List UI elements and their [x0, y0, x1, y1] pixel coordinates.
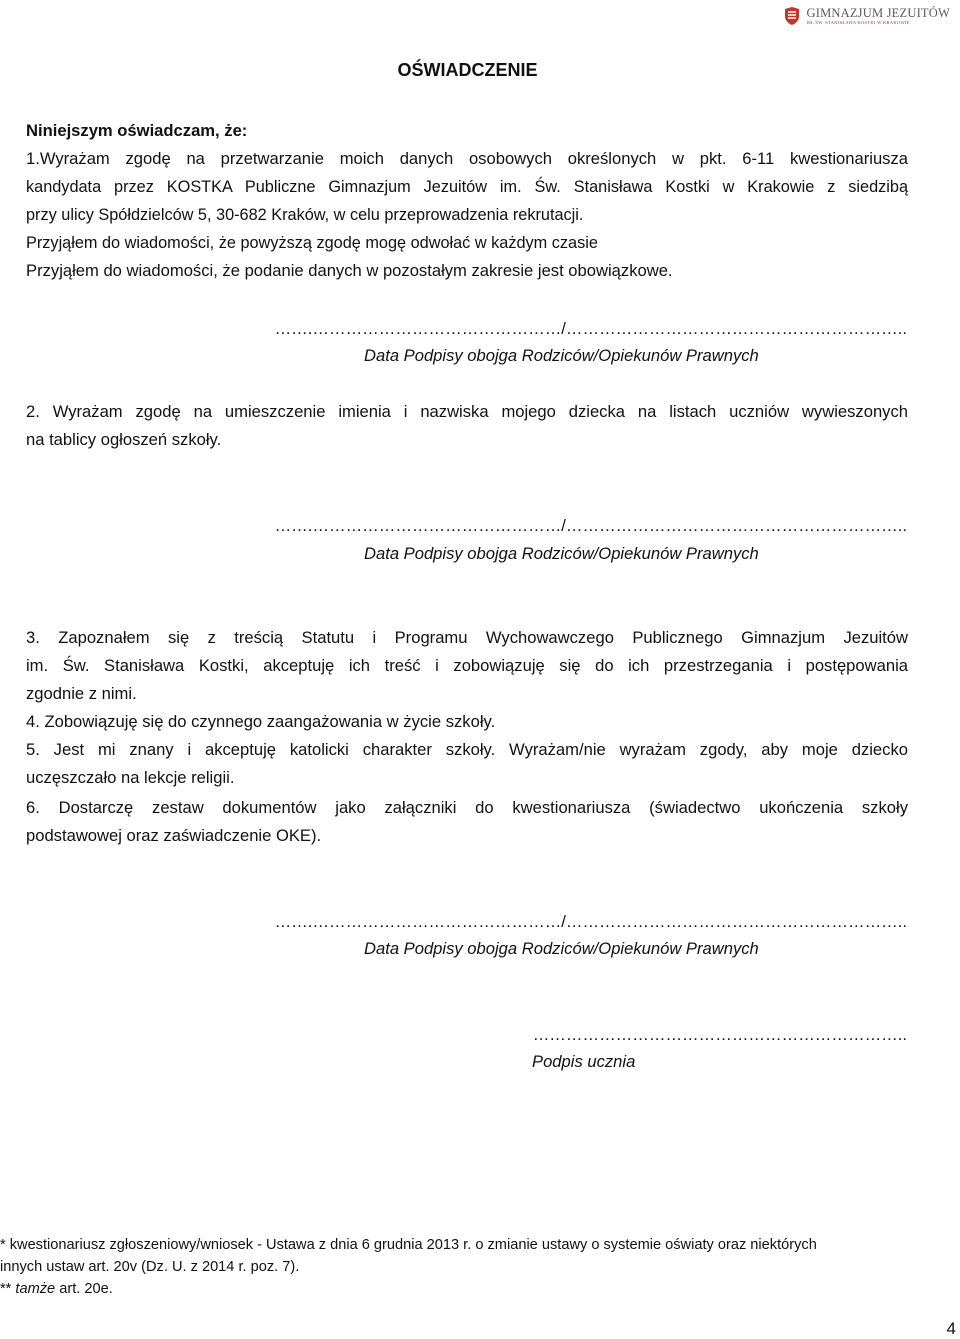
section5-line: 5. Jest mi znany i akceptuję katolicki charakter szkoły. Wyrażam/nie wyrażam zgody, aby moje dziecko — [26, 740, 908, 759]
footnote-2-prefix: ** — [0, 1281, 16, 1297]
footnote-2-italic: tamże — [15, 1281, 56, 1297]
section4-line: 4. Zobowiązuję się do czynnego zaangażowania w życie szkoły. — [26, 712, 496, 731]
document-title: OŚWIADCZENIE — [397, 60, 538, 80]
signature-line: …….………………………………………/…………………………………………………….. — [274, 516, 907, 535]
section6-line: 6. Dostarczę zestaw dokumentów jako załączniki do kwestionariusza (świadectwo ukończenia szkoły — [26, 798, 908, 817]
signature-line: …….………………………………………/…………………………………………………….. — [274, 319, 907, 338]
section2-line: na tablicy ogłoszeń szkoły. — [26, 430, 222, 449]
section6-line: podstawowej oraz zaświadczenie OKE). — [26, 826, 322, 845]
section1-line: przy ulicy Spółdzielców 5, 30-682 Kraków, w celu przeprowadzenia rekrutacji. — [26, 206, 584, 224]
logo-subtitle: IM. ŚW. STANISŁAWA KOSTKI W KRAKOWIE — [806, 20, 910, 25]
student-signature-caption: Podpis ucznia — [532, 1052, 636, 1071]
section3-line: im. Św. Stanisława Kostki, akceptuję ich treść i zobowiązuję się do ich przestrzegania i postępowania — [26, 656, 908, 675]
logo-title: GIMNAZJUM JEZUITÓW — [806, 5, 950, 20]
student-signature-line: ………………………………………………………….. — [532, 1025, 907, 1044]
footnote-1: * kwestionariusz zgłoszeniowy/wniosek - Ustawa z dnia 6 grudnia 2013 r. o zmianie ustawy o systemie oświaty oraz niektórych — [0, 1237, 817, 1253]
section1-line: Przyjąłem do wiadomości, że podanie danych w pozostałym zakresie jest obowiązkowe. — [26, 261, 673, 280]
section1-line: 1.Wyrażam zgodę na przetwarzanie moich danych osobowych określonych w pkt. 6-11 kwestionariusza — [26, 149, 908, 168]
section1-line: kandydata przez KOSTKA Publiczne Gimnazjum Jezuitów im. Św. Stanisława Kostki w Krakowie z siedzibą — [26, 178, 908, 196]
signature-line: …….………………………………………/…………………………………………………….. — [274, 912, 907, 931]
section3-line: 3. Zapoznałem się z treścią Statutu i Programu Wychowawczego Publicznego Gimnazjum Jezuitów — [26, 628, 908, 647]
signature-caption: Data Podpisy obojga Rodziców/Opiekunów Prawnych — [364, 939, 759, 958]
signature-caption: Data Podpisy obojga Rodziców/Opiekunów Prawnych — [364, 346, 759, 365]
signature-caption: Data Podpisy obojga Rodziców/Opiekunów Prawnych — [364, 544, 759, 563]
section3-line: zgodnie z nimi. — [26, 684, 137, 703]
school-emblem-icon — [783, 6, 801, 26]
section1-line: Przyjąłem do wiadomości, że powyższą zgodę mogę odwołać w każdym czasie — [26, 234, 598, 252]
intro-text: Niniejszym oświadczam, że: — [26, 121, 248, 140]
footnote-1-continued: innych ustaw art. 20v (Dz. U. z 2014 r. poz. 7). — [0, 1259, 300, 1275]
page-number: 4 — [946, 1319, 956, 1338]
school-logo — [783, 6, 950, 26]
footnote-2-suffix: art. 20e. — [55, 1281, 113, 1297]
footnote-2 — [0, 1278, 955, 1300]
section5-line: uczęszczało na lekcje religii. — [26, 768, 235, 787]
section2-line: 2. Wyrażam zgodę na umieszczenie imienia i nazwiska mojego dziecka na listach uczniów wywieszonych — [26, 402, 908, 421]
